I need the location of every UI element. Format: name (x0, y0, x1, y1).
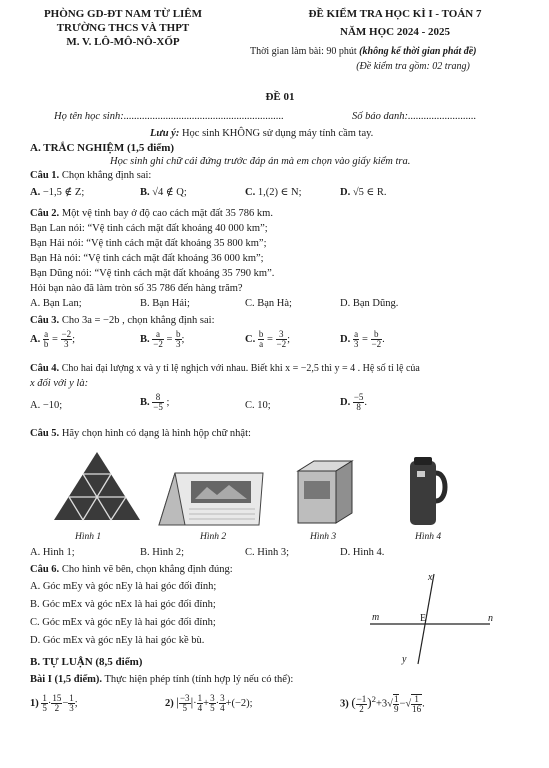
thermos-jug-image (400, 455, 452, 529)
exam-header (270, 8, 520, 40)
q2-line-4: Bạn Dũng nói: “Vệ tinh cách mặt đất khoảng 35 790 km”. (30, 268, 275, 279)
figure-2-caption: Hình 2 (200, 532, 227, 542)
q2-line-0: Một vệ tinh bay ở độ cao cách mặt đất 35 786 km. (59, 208, 273, 219)
pyramid-image (50, 450, 145, 522)
q5-stem (30, 427, 251, 440)
q2-line-5: Hỏi bạn nào đã làm tròn số 35 786 đến hàng trăm? (30, 283, 243, 294)
school-year: NĂM HỌC 2024 - 2025 (340, 25, 450, 38)
q5-option-b: B. Hình 2; (140, 547, 185, 558)
q3-option-d: D. $\frac{a}{3}$ = $\frac{b}{-2}$ . (340, 329, 385, 349)
q6-label: Câu 6. (30, 564, 60, 575)
time-note: (không kể thời gian phát đề) (359, 46, 477, 57)
q5-option-c: C. Hình 3; (245, 547, 290, 558)
bai1-stem (30, 673, 293, 686)
student-name-label: Họ tên học sinh: (54, 111, 124, 122)
q5-option-d: D. Hình 4. (340, 547, 385, 558)
q2-line-1: Bạn Lan nói: “Vệ tinh cách mặt đất khoảng 40 000 km”; (30, 223, 268, 234)
bai1-label: Bài I (1,5 điểm). (30, 674, 103, 685)
q4-option-b: B. $\frac{8}{-5}$ ; (140, 392, 170, 412)
q3-text: Cho 3a = −2b , chọn khẳng định sai: (59, 315, 215, 326)
q4-option-d: D. $\frac{-5}{8}$ . (340, 392, 368, 412)
q1-b-text: √4 ∉ Q; (152, 187, 187, 198)
bai1-expression-3: 3) ( $\frac{-1}{2}$ )$^2$+3√ $\frac{1}{9}$ −√ $\frac{1}{16}$ . (340, 693, 425, 715)
q3-option-c: C. $\frac{b}{a}$ = $\frac{3}{-2}$ ; (245, 329, 291, 349)
figure-1-caption: Hình 1 (75, 532, 102, 542)
q6-stem (30, 563, 233, 576)
q2-stem (30, 207, 273, 220)
q4-option-c: C. 10; (245, 400, 271, 411)
student-id-label: Số báo danh: (352, 111, 408, 122)
school-name-2: M. V. LÔ-MÔ-NÔ-XỐP (66, 35, 180, 48)
q1-option-c: C. 1,(2) ∈ N; (245, 187, 302, 198)
q2-option-a: A. Bạn Lan; (30, 298, 82, 309)
fig-label-m: m (372, 612, 380, 623)
fig-label-y: y (402, 654, 407, 665)
q4-text: Cho hai đại lượng x và y tỉ lệ nghịch với nhau. Biết khi x = −2,5 thì y = 4 . Hệ số tỉ lệ của (59, 363, 420, 374)
page-count: (Đề kiểm tra gồm: 02 trang) (356, 61, 470, 72)
bai1-expression-2: 2) | $\frac{-3}{5}$ |· $\frac{1}{4}$ + $\frac{3}{5}$ · $\frac{3}{4}$ +(−2); (165, 693, 253, 714)
figure-4-caption: Hình 4 (415, 532, 442, 542)
school-name: TRƯỜNG THCS VÀ THPT (56, 21, 190, 34)
note-prefix: Lưu ý: (150, 128, 180, 139)
q1-option-d: D. √5 ∈ R. (340, 187, 387, 198)
bai1-text: Thực hiện phép tính (tính hợp lý nếu có thể): (102, 674, 294, 685)
q6-option-b: B. Góc mEx và góc nEx là hai góc đối đỉnh; (30, 599, 216, 610)
note-text: Học sinh KHÔNG sử dụng máy tính cầm tay. (179, 128, 374, 139)
department-name: PHÒNG GD-ĐT NAM TỪ LIÊM (43, 8, 203, 20)
q2-option-b: B. Bạn Hải; (140, 298, 190, 309)
q2-option-d: D. Bạn Dũng. (340, 298, 399, 309)
part-a-title: A. TRẮC NGHIỆM (1,5 điểm) (30, 142, 175, 154)
q4-stem (30, 362, 420, 376)
note (150, 127, 373, 140)
bai1-expression-1: 1) $\frac{1}{5}$ · $\frac{15}{2}$ − $\frac{1}{3}$ ; (30, 693, 78, 713)
q5-label: Câu 5. (30, 428, 60, 439)
fig-label-e: E (420, 613, 427, 624)
box-image (290, 455, 360, 527)
q4-text-2: x đối với y là: (30, 378, 89, 389)
q1-text: Chọn khẳng định sai: (59, 170, 152, 181)
exam-time (250, 46, 540, 59)
q6-option-d: D. Góc mEx và góc nEy là hai góc kề bù. (30, 635, 205, 646)
q3-label: Câu 3. (30, 315, 60, 326)
school-header (28, 8, 218, 49)
q1-option-b: B. √4 ∉ Q; (140, 187, 187, 198)
q2-option-c: C. Bạn Hà; (245, 298, 292, 309)
q3-option-b: B. $\frac{a}{-2}$ = $\frac{b}{3}$ ; (140, 329, 185, 349)
q1-c-text: 1,(2) ∈ N; (257, 187, 302, 198)
q1-d-text: √5 ∈ R. (352, 187, 387, 198)
q1-a-text: −1,5 ∉ Z; (42, 187, 85, 198)
student-name-line: Họ tên học sinh:............................................................. (54, 111, 284, 122)
q1-option-a: A. −1,5 ∉ Z; (30, 187, 85, 198)
q6-option-c: C. Góc mEx và góc nEy là hai góc đối đỉnh; (30, 617, 216, 628)
exam-title: ĐỀ KIỂM TRA HỌC KÌ I - TOÁN 7 (308, 8, 482, 20)
q1-label: Câu 1. (30, 170, 60, 181)
exam-code: ĐỀ 01 (265, 91, 295, 103)
part-a-instruction: Học sinh ghi chữ cái đứng trước đáp án mà em chọn vào giấy kiểm tra. (110, 156, 411, 167)
fig-label-x: x (428, 572, 433, 583)
q5-text: Hãy chọn hình có dạng là hình hộp chữ nhật: (59, 428, 251, 439)
q6-text: Cho hình vẽ bên, chọn khẳng định đúng: (59, 564, 233, 575)
time-text: Thời gian làm bài: 90 phút (250, 46, 357, 57)
q4-option-a: A. −10; (30, 400, 63, 411)
figure-3-caption: Hình 3 (310, 532, 337, 542)
q3-option-a: A. $\frac{a}{b}$ = $\frac{-2}{3}$ ; (30, 329, 76, 349)
q2-line-2: Bạn Hải nói: “Vệ tinh cách mặt đất khoảng 35 800 km”; (30, 238, 267, 249)
q6-option-a: A. Góc mEy và góc nEy là hai góc đối đỉnh; (30, 581, 217, 592)
q2-line-3: Bạn Hà nói: “Vệ tinh cách mặt đất khoảng 36 000 km”; (30, 253, 264, 264)
q1-stem (30, 169, 151, 182)
student-id-line: Số báo danh:.......................... (352, 111, 477, 122)
q5-option-a: A. Hình 1; (30, 547, 75, 558)
q3-stem (30, 314, 215, 327)
fig-label-n: n (488, 613, 493, 624)
calendar-prism-image (155, 465, 270, 527)
q4-label: Câu 4. (30, 363, 60, 374)
part-b-title: B. TỰ LUẬN (8,5 điểm) (30, 656, 143, 668)
q2-label: Câu 2. (30, 208, 60, 219)
